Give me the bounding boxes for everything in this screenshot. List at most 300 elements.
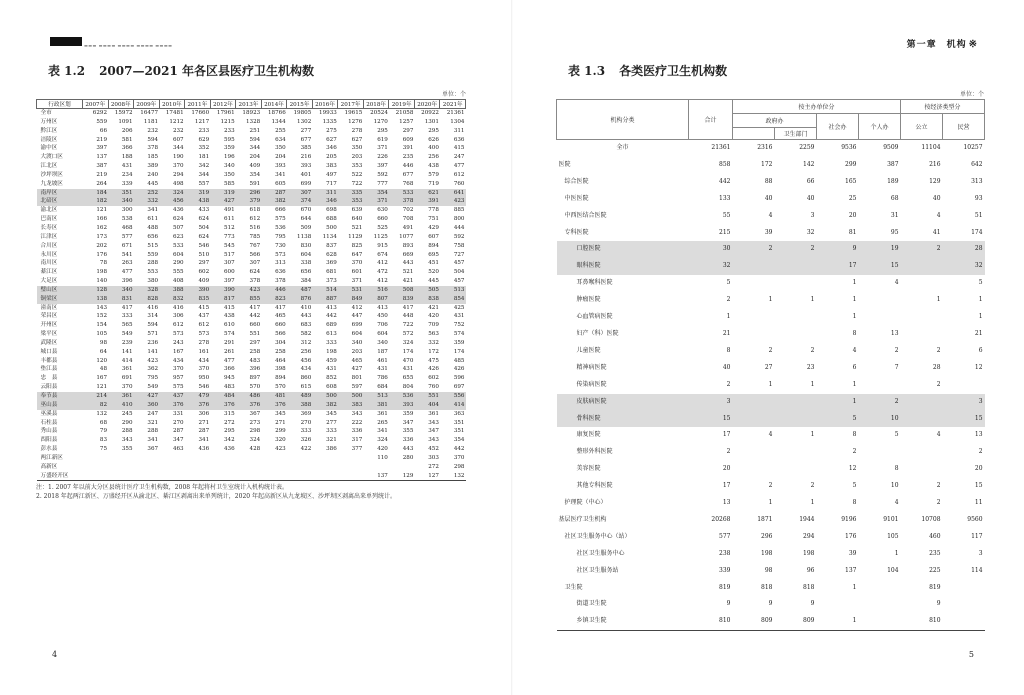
table-cell: 277 — [326, 419, 337, 426]
table-cell: 823 — [261, 295, 287, 304]
table-cell: 702 — [402, 207, 414, 214]
table-cell: 581 — [121, 136, 133, 143]
table-cell — [859, 596, 901, 613]
table-cell: 10 — [859, 411, 901, 428]
table-cell — [108, 454, 134, 463]
table-cell — [287, 454, 313, 463]
table-cell: 251 — [249, 127, 261, 134]
table-cell: 350 — [351, 145, 363, 152]
table-cell: 371 — [363, 197, 389, 206]
table-cell: 127 — [428, 472, 439, 479]
table-cell: 602 — [428, 375, 439, 382]
table-cell: 2 — [936, 499, 941, 507]
table-row — [557, 394, 985, 411]
table-cell: 423 — [147, 357, 159, 364]
table-cell: 1134 — [322, 233, 337, 240]
table-cell: 1301 — [424, 118, 439, 125]
table-cell: 324 — [249, 437, 261, 444]
table-cell: 5 — [817, 411, 859, 428]
table-cell: 719 — [428, 180, 439, 187]
table-row — [557, 275, 985, 292]
table-row — [37, 374, 466, 383]
table-cell: 559 — [96, 118, 108, 125]
table-cell: 174 — [402, 348, 414, 355]
table-notes — [36, 484, 466, 501]
table-cell: 270 — [172, 419, 184, 426]
table-cell: 79 — [99, 428, 108, 435]
table-cell: 265 — [377, 419, 388, 426]
table-cell: 184 — [83, 189, 109, 198]
table-cell: 456 — [159, 197, 185, 206]
table-cell: 605 — [275, 180, 286, 187]
table-cell — [338, 454, 364, 463]
table-cell: 51 — [974, 211, 983, 219]
table-cell: 629 — [198, 136, 210, 143]
table-cell: 370 — [351, 260, 363, 267]
table-cell: 2 — [936, 346, 941, 354]
table-cell: 397 — [96, 145, 108, 152]
table-cell: 1 — [936, 296, 941, 304]
table-cell: 343 — [351, 410, 363, 417]
table-cell: 388 — [287, 401, 313, 410]
table-cell: 809 — [803, 617, 815, 625]
table-cell: 417 — [275, 304, 286, 311]
table-cell: 594 — [147, 136, 159, 143]
table-cell: 271 — [198, 419, 210, 426]
table-cell: 17961 — [216, 110, 235, 116]
table-cell: 18923 — [242, 110, 261, 116]
table-cell: 205 — [326, 154, 337, 161]
table-cell: 1091 — [118, 118, 133, 125]
table-cell: 839 — [389, 295, 415, 304]
table-cell — [943, 580, 985, 597]
table-cell: 683 — [300, 322, 312, 329]
table-row — [37, 401, 466, 410]
row-label: 专科医院 — [564, 228, 589, 236]
table-cell: 516 — [363, 286, 389, 295]
note-1: 注：1. 2007 年以前大分区县统计医疗卫生机构数，2008 年起将村卫生室统计入机构统计表。 — [36, 484, 288, 492]
table-cell: 21058 — [395, 110, 414, 116]
table-cell: 341 — [275, 171, 286, 178]
table-row — [557, 140, 985, 157]
table-cell: 1 — [810, 431, 815, 439]
table-cell: 132 — [453, 472, 465, 479]
table-cell: 398 — [275, 366, 286, 373]
table-cell: 608 — [326, 384, 337, 391]
table-row — [37, 118, 466, 127]
table-cell: 95 — [890, 228, 899, 236]
table-cell: 331 — [172, 410, 184, 417]
table-cell — [775, 411, 817, 428]
table-cell: 573 — [172, 331, 184, 338]
table-cell: 1257 — [399, 118, 414, 125]
table-cell: 767 — [249, 242, 261, 249]
table-cell: 30 — [689, 241, 733, 258]
table-cell: 639 — [351, 207, 363, 214]
table-cell: 472 — [377, 269, 388, 276]
table-cell: 644 — [300, 216, 312, 223]
table-cell: 461 — [377, 357, 388, 364]
table-cell: 957 — [172, 375, 184, 382]
row-label: 开州区 — [40, 322, 58, 329]
table-cell: 613 — [326, 331, 337, 338]
table-cell — [733, 275, 775, 292]
table-cell: 9 — [810, 600, 815, 608]
table-row — [557, 326, 985, 343]
table-cell: 463 — [172, 446, 184, 453]
table-cell: 9560 — [967, 515, 983, 523]
table-cell — [901, 461, 943, 478]
row-label: 大渡口区 — [40, 154, 63, 161]
table-cell: 681 — [326, 269, 337, 276]
table-cell: 559 — [147, 251, 159, 258]
table-cell: 677 — [402, 171, 414, 178]
table-cell: 579 — [428, 171, 439, 178]
table-cell — [859, 377, 901, 394]
table-cell: 235 — [402, 154, 414, 161]
table-cell — [312, 472, 338, 481]
table-cell: 21361 — [689, 140, 733, 157]
chapter-title: 第一章 机构 — [906, 40, 967, 50]
table-cell: 32 — [689, 258, 733, 275]
table-cell: 352 — [198, 145, 210, 152]
table-cell: 247 — [147, 410, 159, 417]
table-cell: 396 — [249, 366, 261, 373]
page-number-left: 4 — [52, 650, 58, 659]
table-cell: 240 — [147, 171, 159, 178]
col-year: 2017年 — [338, 100, 364, 109]
table-cell — [775, 309, 817, 326]
table-cell: 20922 — [421, 110, 439, 116]
table-cell: 1077 — [399, 233, 414, 240]
table-cell: 40 — [806, 194, 815, 202]
table-cell: 456 — [300, 357, 312, 364]
table-cell: 340 — [351, 339, 363, 346]
table-cell: 688 — [326, 216, 337, 223]
table-cell: 722 — [402, 322, 414, 329]
table-cell: 319 — [185, 189, 211, 198]
table-cell: 387 — [887, 160, 899, 168]
table-cell: 215 — [719, 228, 731, 236]
unit-label: 单位：个 — [959, 91, 984, 98]
table-cell: 3 — [943, 394, 985, 411]
table-cell: 39 — [848, 549, 857, 557]
table-cell: 515 — [147, 242, 159, 249]
table-cell: 9101 — [883, 515, 899, 523]
table-cell: 214 — [83, 392, 109, 401]
table-cell: 3 — [978, 549, 983, 557]
table-cell: 114 — [971, 566, 983, 574]
table-row — [557, 292, 985, 309]
table-cell: 25 — [848, 194, 857, 202]
table-cell: 98 — [764, 566, 773, 574]
table-cell: 443 — [300, 313, 312, 320]
table-row — [37, 127, 466, 136]
table-cell: 670 — [300, 207, 312, 214]
table-cell: 1212 — [169, 118, 184, 125]
table-cell: 385 — [300, 145, 312, 152]
table-cell: 55 — [722, 211, 731, 219]
row-label: 石柱县 — [40, 419, 58, 426]
table-cell: 1335 — [322, 118, 337, 125]
table-cell: 830 — [300, 242, 312, 249]
table-cell: 3 — [689, 394, 733, 411]
table-cell: 4 — [852, 346, 857, 354]
table-cell: 415 — [198, 304, 210, 311]
table-cell: 371 — [351, 278, 363, 285]
table-cell — [338, 472, 364, 481]
table-cell: 442 — [326, 313, 337, 320]
table-cell: 838 — [414, 295, 440, 304]
table-cell: 674 — [377, 251, 388, 258]
table-cell: 306 — [172, 313, 184, 320]
row-label: 秀山县 — [40, 428, 58, 435]
table-cell: 4 — [768, 431, 773, 439]
table-cell: 383 — [326, 163, 337, 170]
table-cell: 98 — [99, 339, 108, 346]
table-cell: 1129 — [348, 233, 363, 240]
table-cell: 182 — [83, 197, 109, 206]
table-cell: 575 — [275, 216, 286, 223]
table-cell: 290 — [172, 260, 184, 267]
table-cell: 68 — [890, 194, 899, 202]
table-cell — [901, 326, 943, 343]
table-cell: 522 — [351, 171, 363, 178]
table-cell: 296 — [236, 189, 262, 198]
table-cell: 198 — [761, 549, 773, 557]
table-cell — [185, 454, 211, 463]
table-cell: 413 — [377, 304, 388, 311]
table-row — [557, 360, 985, 377]
table-cell: 82 — [83, 401, 109, 410]
col-region: 行政区划 — [37, 100, 83, 109]
table-cell: 93 — [974, 194, 983, 202]
table-cell: 4 — [768, 211, 773, 219]
row-label: 九龙坡区 — [40, 180, 63, 187]
table-cell: 10708 — [921, 515, 941, 523]
table-cell: 401 — [300, 171, 312, 178]
table-cell: 722 — [351, 180, 363, 187]
table-1-3-title — [568, 62, 984, 79]
table-cell: 39 — [764, 228, 773, 236]
table-cell: 566 — [275, 331, 286, 338]
table-cell: 669 — [402, 251, 414, 258]
table-cell — [312, 454, 338, 463]
col-year: 2009年 — [134, 100, 160, 109]
table-cell: 417 — [249, 304, 261, 311]
table-row — [37, 427, 466, 436]
table-cell: 295 — [428, 127, 439, 134]
table-cell: 83 — [99, 437, 108, 444]
table-cell: 624 — [198, 233, 210, 240]
table-cell: 611 — [147, 216, 159, 223]
table-cell: 324 — [377, 437, 388, 444]
table-cell: 226 — [377, 154, 388, 161]
table-cell: 591 — [249, 180, 261, 187]
table-cell: 817 — [210, 295, 236, 304]
table-cell: 2 — [859, 394, 901, 411]
table-cell: 727 — [453, 251, 465, 258]
table-cell — [733, 394, 775, 411]
col-year: 2007年 — [83, 100, 109, 109]
table-cell: 1181 — [143, 118, 159, 125]
table-cell: 391 — [402, 145, 414, 152]
row-label: 眼科医院 — [557, 258, 689, 275]
table-cell: 243 — [172, 339, 184, 346]
table-cell: 239 — [121, 339, 133, 346]
table-cell: 426 — [453, 366, 465, 373]
table-cell — [733, 444, 775, 461]
table-cell: 660 — [377, 216, 388, 223]
table-cell — [901, 411, 943, 428]
table-cell: 498 — [172, 180, 184, 187]
table-cell: 504 — [453, 269, 465, 276]
table-cell: 258 — [275, 348, 286, 355]
district-institutions-table — [36, 99, 466, 481]
table-cell: 288 — [147, 260, 159, 267]
table-cell: 500 — [338, 392, 364, 401]
table-cell: 447 — [351, 313, 363, 320]
table-cell — [210, 454, 236, 463]
col-health-dept: 卫生部门 — [775, 128, 817, 140]
table-cell: 41 — [932, 228, 941, 236]
table-cell: 133 — [719, 194, 731, 202]
table-cell: 382 — [261, 197, 287, 206]
table-cell: 604 — [172, 251, 184, 258]
table-cell: 876 — [287, 295, 313, 304]
table-cell: 2 — [810, 482, 815, 490]
table-cell: 545 — [224, 242, 235, 249]
row-label: 中医医院 — [564, 194, 589, 202]
table-cell: 256 — [428, 154, 439, 161]
table-cell: 381 — [363, 401, 389, 410]
table-cell: 709 — [428, 322, 439, 329]
table-cell: 167 — [96, 375, 108, 382]
table-cell: 354 — [453, 437, 465, 444]
row-label: 彭水县 — [40, 446, 58, 453]
table-cell: 328 — [134, 286, 160, 295]
table-cell: 319 — [210, 189, 236, 198]
table-cell: 420 — [428, 313, 439, 320]
table-cell: 203 — [351, 348, 363, 355]
table-cell: 602 — [198, 269, 210, 276]
row-label: 武隆区 — [40, 339, 58, 346]
table-cell: 536 — [389, 392, 415, 401]
table-cell: 464 — [275, 357, 286, 364]
table-cell: 232 — [172, 127, 184, 134]
table-cell — [185, 472, 211, 481]
table-cell: 105 — [96, 331, 108, 338]
table-cell: 641 — [440, 189, 466, 198]
table-cell: 17 — [722, 431, 731, 439]
col-year: 2016年 — [312, 100, 338, 109]
table-cell: 333 — [300, 428, 312, 435]
table-cell: 2 — [936, 482, 941, 490]
table-cell: 431 — [326, 366, 337, 373]
table-cell: 2 — [978, 448, 983, 456]
table-cell: 104 — [887, 566, 899, 574]
table-cell: 129 — [402, 472, 414, 479]
table-cell: 287 — [172, 428, 184, 435]
table-cell: 624 — [249, 269, 261, 276]
table-row — [37, 383, 466, 392]
row-label: 大足区 — [40, 278, 58, 285]
row-label: 黔江区 — [40, 127, 58, 134]
table-cell: 426 — [428, 366, 439, 373]
table-cell: 1 — [852, 313, 857, 321]
table-cell: 342 — [198, 163, 210, 170]
table-cell — [775, 258, 817, 275]
table-cell: 315 — [224, 410, 235, 417]
table-row — [557, 208, 985, 225]
table-cell: 233 — [224, 127, 235, 134]
table-cell: 296 — [761, 532, 773, 540]
table-cell — [236, 454, 262, 463]
table-cell: 1 — [978, 313, 983, 321]
table-cell: 137 — [377, 472, 388, 479]
table-cell: 574 — [224, 331, 235, 338]
row-label: 永川区 — [40, 251, 58, 258]
table-cell: 596 — [453, 375, 465, 382]
table-cell: 295 — [224, 428, 235, 435]
table-cell: 340 — [108, 197, 134, 206]
table-cell: 483 — [249, 357, 261, 364]
table-cell — [733, 326, 775, 343]
row-label: 皮肤病医院 — [557, 394, 689, 411]
table-cell: 437 — [198, 313, 210, 320]
table-cell: 1 — [768, 380, 773, 388]
table-row — [37, 197, 466, 206]
table-cell: 429 — [428, 224, 439, 231]
table-cell — [159, 463, 185, 472]
table-cell: 378 — [275, 278, 286, 285]
table-cell: 20268 — [711, 515, 731, 523]
table-cell: 360 — [134, 401, 160, 410]
table-cell: 15 — [859, 258, 901, 275]
table-cell: 324 — [159, 189, 185, 198]
table-cell: 505 — [414, 286, 440, 295]
table-cell: 571 — [147, 331, 159, 338]
table-cell: 655 — [402, 375, 414, 382]
table-cell: 691 — [121, 375, 133, 382]
table-cell: 717 — [326, 180, 337, 187]
table-cell: 897 — [249, 375, 261, 382]
row-label: 护理院（中心） — [564, 499, 607, 507]
table-cell: 513 — [363, 392, 389, 401]
table-row — [37, 286, 466, 295]
table-cell — [236, 472, 262, 481]
table-cell: 203 — [351, 154, 363, 161]
table-cell: 549 — [121, 331, 133, 338]
table-cell: 573 — [198, 331, 210, 338]
table-cell: 386 — [326, 446, 337, 453]
row-label: 涪陵区 — [40, 136, 58, 143]
table-cell: 346 — [312, 197, 338, 206]
table-row — [557, 174, 985, 191]
table-cell: 15 — [689, 411, 733, 428]
table-cell: 607 — [428, 233, 439, 240]
col-year: 2021年 — [440, 100, 466, 109]
table-title-text: 各类医疗卫生机构数 — [619, 64, 728, 78]
table-cell: 416 — [147, 304, 159, 311]
table-cell: 446 — [402, 163, 414, 170]
row-label: 南岸区 — [37, 189, 83, 198]
table-cell: 161 — [198, 348, 210, 355]
table-cell: 9 — [817, 241, 859, 258]
table-cell: 4 — [936, 431, 941, 439]
table-cell: 2 — [852, 448, 857, 456]
table-cell: 566 — [249, 251, 261, 258]
